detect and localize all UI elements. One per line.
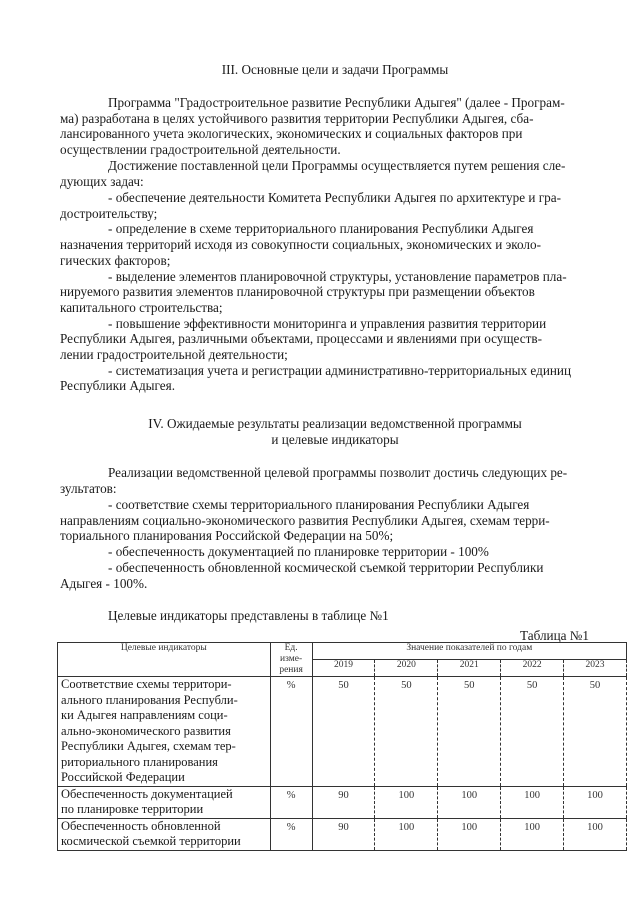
indicator-value: 100 [564,818,627,850]
result-item: - обеспеченность обновленной космической съемкой территории Республики [108,559,544,575]
indicator-value: 50 [312,677,375,787]
indicator-value: 100 [564,786,627,818]
table-caption: Целевые индикаторы представлены в таблице №1 [108,608,389,623]
indicator-value: 50 [564,677,627,787]
task-item: - выделение элементов планировочной структуры, установление параметров пла- [108,268,567,284]
header-year: 2019 [312,660,375,677]
header-year: 2020 [375,660,438,677]
indicator-name: Обеспеченность документацией по планировке территории [58,786,271,818]
task-item: - определение в схеме территориального планирования Республики Адыгея [108,221,534,237]
header-unit: Ед. изме- рения [270,643,312,677]
task-item: - повышение эффективности мониторинга и управления развития территории [108,315,547,331]
header-year: 2023 [564,660,627,677]
table-row [58,786,627,818]
indicator-unit: % [270,818,312,850]
indicator-value: 90 [312,818,375,850]
indicator-name: Соответствие схемы территори- ального планирования Республи- ки Адыгея направлениям соци- ально-экономического развития Республики Адыгея, схемам тер- риториального планирования Российской Федерации [58,677,271,787]
table-label: Таблица №1 [520,628,589,643]
task-list: - обеспечение деятельности Комитета Республики Адыгея по архитектуре и гра- достроительству; - определение в схеме территориального планирования Республики Адыгея назначения территорий исходя из совокупности социальных, экономических и эколо- гических факторов; - выделение элементов планировочной структуры, установление параметров пла- нируемого развития элементов планировочной структуры при размещении объектов капитального строительства; - повышение эффективности мониторинга и управления развития территории Республики Адыгея, различными объектами, процессами и явлениями при осуществ- лении градостроительной деятельности; - систематизация учета и регистрации административно-территориальных единиц Республики Адыгея. [60,190,609,394]
results-list: - соответствие схемы территориального планирования Республики Адыгея направлениям социально-экономического развития Республики Адыгея, схемам терри- ториального планирования Российской Федерации на 50%; - обеспеченность документацией по планировке территории - 100% - обеспеченность обновленной космической съемкой территории Республики Адыгея - 100%. [60,497,609,591]
indicator-name: Обеспеченность обновленной космической съемкой территории [58,818,271,850]
indicator-unit: % [270,677,312,787]
indicator-unit: % [270,786,312,818]
indicator-value: 100 [501,786,564,818]
indicator-value: 100 [375,818,438,850]
section-3-paragraph-2: Достижение поставленной цели Программы осуществляется путем решения сле- дующих задач: [60,158,566,189]
indicator-value: 100 [501,818,564,850]
table-row [58,818,627,850]
task-item: - систематизация учета и регистрации административно-территориальных единиц [108,362,572,378]
header-year: 2021 [438,660,501,677]
indicator-value: 90 [312,786,375,818]
section-3-title: III. Основные цели и задачи Программы [221,62,449,77]
indicator-value: 100 [375,786,438,818]
section-4-intro: Реализации ведомственной целевой программы позволит достичь следующих ре- зультатов: [60,465,568,496]
indicator-value: 50 [375,677,438,787]
indicator-value: 100 [438,818,501,850]
indicator-value: 100 [438,786,501,818]
indicators-table [57,642,627,851]
indicator-value: 50 [501,677,564,787]
section-4-title: IV. Ожидаемые результаты реализации ведомственной программы и целевые индикаторы [148,416,522,447]
section-3-paragraph-1: Программа "Градостроительное развитие Республики Адыгея" (далее - Програм- ма) разработана в целях устойчивого развития территории Республики Адыгея, сба- лансированного учета экологических, экономических и социальных факторов при осуществлении градостроительной деятельности. [60,95,565,158]
result-item: - обеспеченность документацией по планировке территории - 100% [108,544,489,560]
result-item: - соответствие схемы территориального планирования Республики Адыгея [108,497,530,512]
task-item: - обеспечение деятельности Комитета Республики Адыгея по архитектуре и гра- [108,190,561,205]
indicator-value: 50 [438,677,501,787]
header-indicators: Целевые индикаторы [58,643,271,677]
table-row [58,677,627,787]
header-values: Значение показателей по годам [312,643,626,660]
header-year: 2022 [501,660,564,677]
table-header-row [58,643,627,660]
